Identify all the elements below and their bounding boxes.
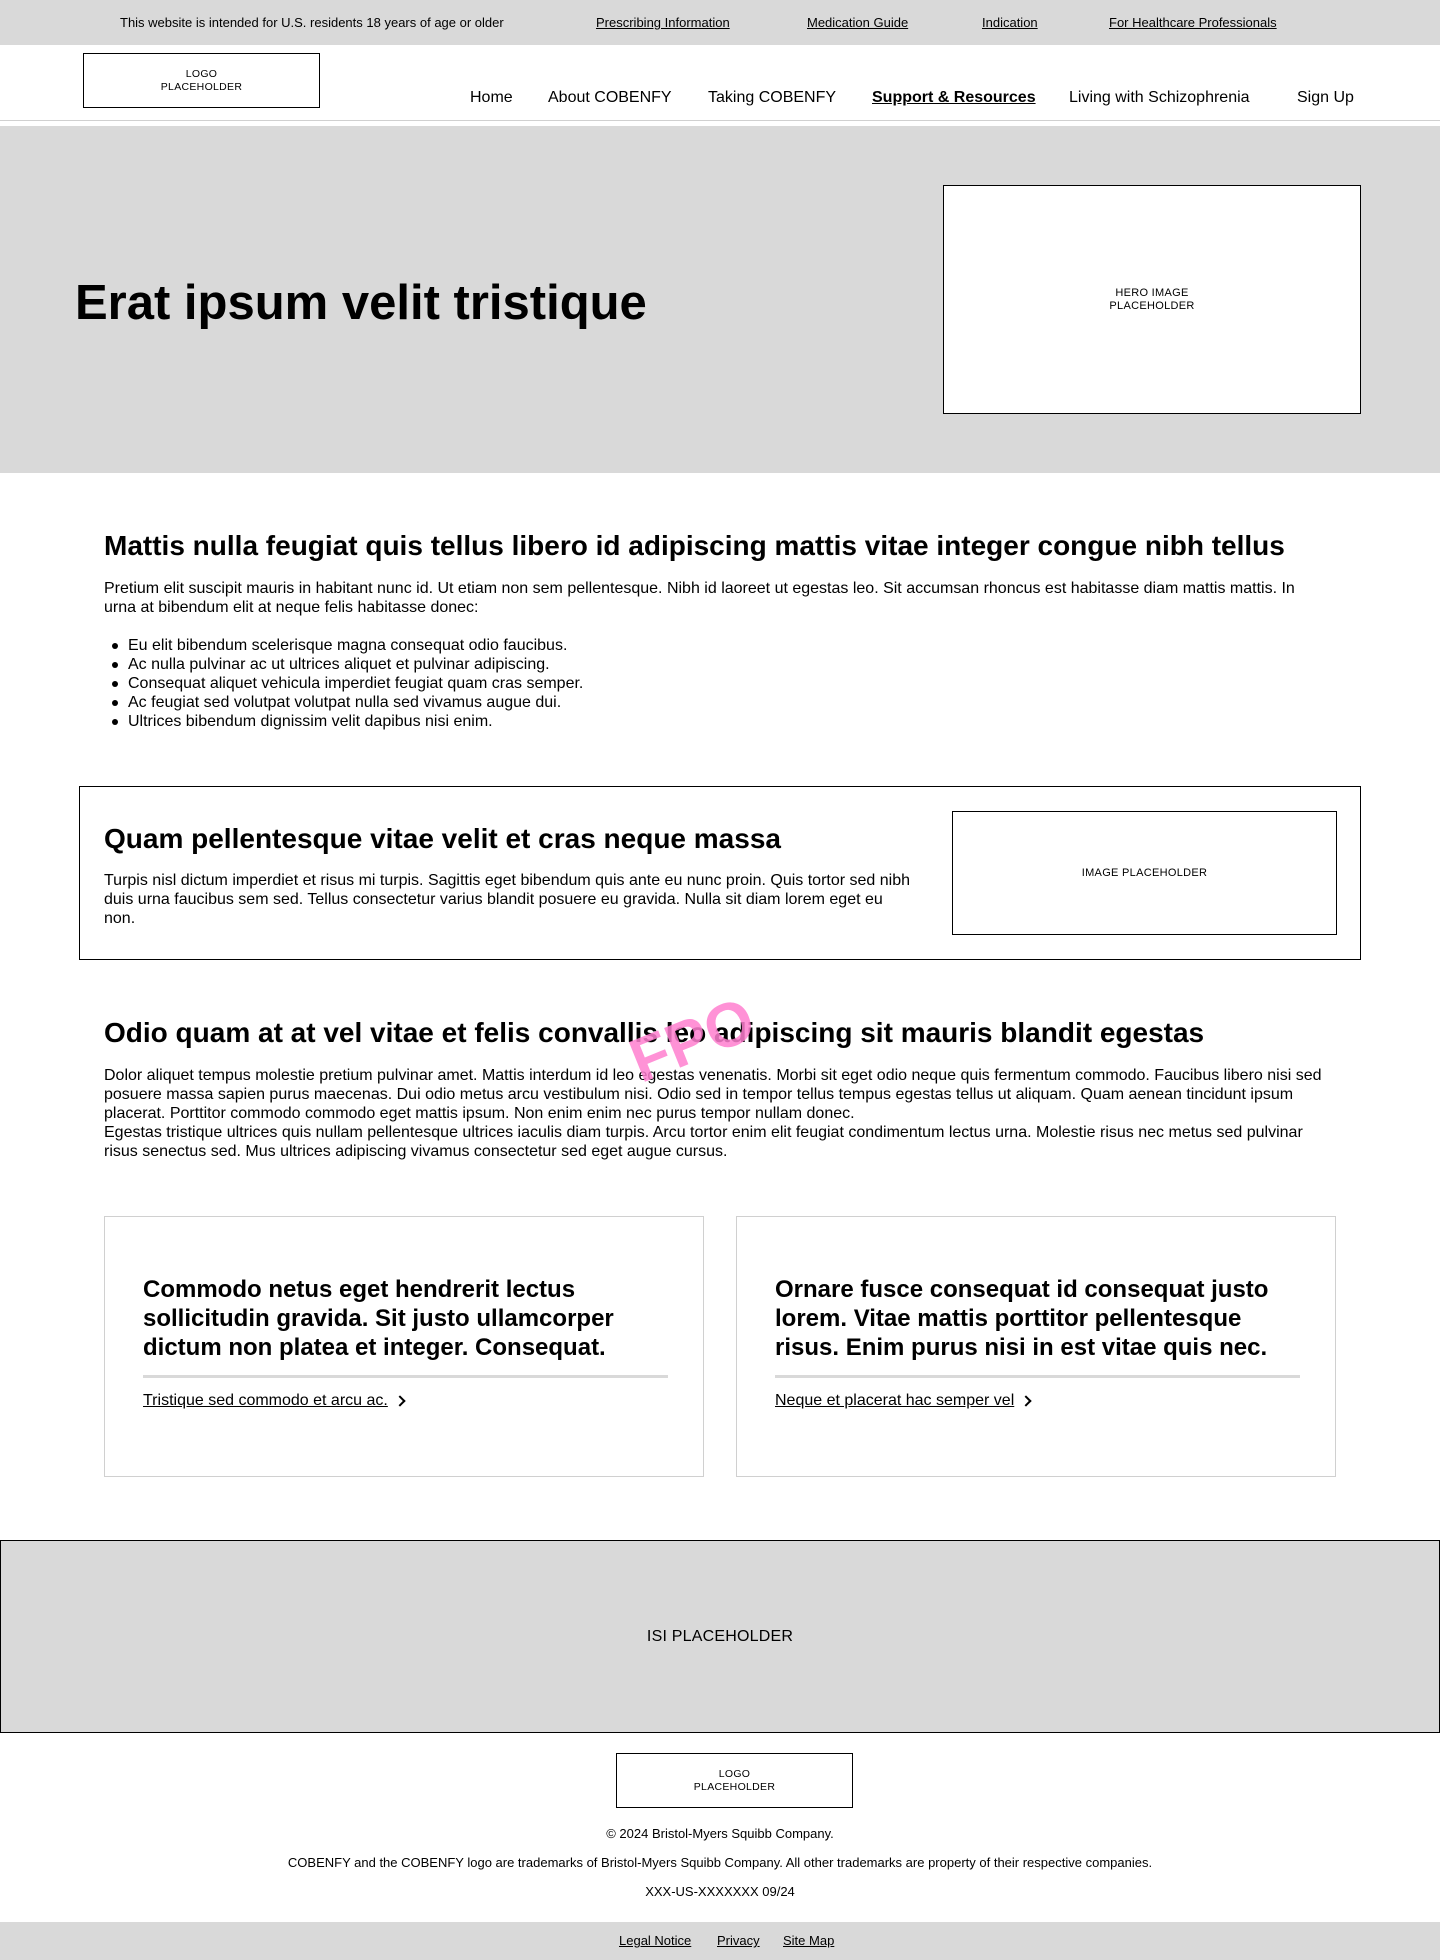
nav-taking[interactable]: Taking COBENFY <box>708 89 837 106</box>
medication-guide-link[interactable]: Medication Guide <box>807 15 909 30</box>
section1-body: Pretium elit suscipit mauris in habitant nunc id. Ut etiam non sem pellentesque. Nibh id laoreet ut egestas leo. Sit accumsan rhoncus est habitasse diam mattis mattis. In urna at bibendum elit at neque felis habitasse donec: <box>104 580 1295 616</box>
hero-image-label-1: HERO IMAGE <box>1115 286 1189 299</box>
residency-notice: This website is intended for U.S. residents 18 years of age or older <box>120 15 504 30</box>
card-2-title: Ornare fusce consequat id consequat justo lorem. Vitae mattis porttitor pellentesque risus. Enim purus nisi in est vitae quis nec. <box>775 1276 1269 1361</box>
section2-body-2: Egestas tristique ultrices quis nullam pellentesque ultrices iaculis diam turpis. Arcu tortor enim elit feugiat condimentum lectus urna. Molestie risus nec metus sed pulvinar risus senectus sed. Mus ultrices adipiscing vivamus consectetur sed eget augue cursus. <box>104 1124 1303 1160</box>
card-1-title: Commodo netus eget hendrerit lectus sollicitudin gravida. Sit justo ullamcorper dictum non platea et integer. Consequat. <box>143 1276 614 1361</box>
site-map-link[interactable]: Site Map <box>783 1933 835 1948</box>
privacy-link[interactable]: Privacy <box>717 1933 760 1948</box>
trademark-text: COBENFY and the COBENFY logo are trademarks of Bristol-Myers Squibb Company. All other trademarks are property of their respective companies. <box>287 1855 1153 1870</box>
callout-heading: Quam pellentesque vitae velit et cras neque massa <box>104 823 781 854</box>
nav-support-resources[interactable]: Support & Resources <box>872 89 1036 106</box>
nav-home[interactable]: Home <box>470 89 513 106</box>
logo-line-1: LOGO <box>185 67 218 80</box>
list-item: Ultrices bibendum dignissim velit dapibus nisi enim. <box>104 712 583 731</box>
card-2-divider <box>775 1375 1300 1378</box>
footer-logo-line-1: LOGO <box>718 1767 751 1780</box>
section1-heading: Mattis nulla feugiat quis tellus libero id adipiscing mattis vitae integer congue nibh tellus <box>104 530 1285 561</box>
hero-image-label-2: PLACEHOLDER <box>1109 299 1195 312</box>
legal-notice-link[interactable]: Legal Notice <box>619 1933 692 1948</box>
nav-about[interactable]: About COBENFY <box>548 89 672 106</box>
indication-link[interactable]: Indication <box>982 15 1038 30</box>
callout-body: Turpis nisl dictum imperdiet et risus mi turpis. Sagittis eget bibendum quis ante eu nunc proin. Quis tortor sed nibh duis urna faucibus sem sed. Tellus consectetur varius blandit posuere eu gravida. Nulla sit diam lorem eget eu non. <box>104 872 911 927</box>
section1-bullet-list <box>104 636 583 731</box>
list-item: Eu elit bibendum scelerisque magna consequat odio faucibus. <box>104 636 583 655</box>
prescribing-information-link[interactable]: Prescribing Information <box>596 15 730 30</box>
callout-box <box>79 786 1361 960</box>
header-logo[interactable] <box>83 53 320 108</box>
chevron-right-icon <box>394 1395 405 1406</box>
section2-body-1: Dolor aliquet tempus molestie pretium pulvinar amet. Mattis interdum id leo egestas venenatis. Morbi sit eget odio neque quis fermentum commodo. Faucibus libero nisi sed posuere massa sapien purus maecenas. Dui odio metus arcu vestibulum nisi. Odio sed in tempor tellus tempus egestas tellus ut aliquam. Quam aenean tincidunt ipsum placerat. Porttitor commodo commodo eget mattis ipsum. Non enim enim nec purus tempor nullam donec. <box>104 1067 1322 1122</box>
isi-placeholder: ISI PLACEHOLDER <box>0 1540 1440 1733</box>
card-1-link-label[interactable]: Tristique sed commodo et arcu ac. <box>143 1392 388 1409</box>
list-item: Ac feugiat sed volutpat volutpat nulla sed vivamus augue dui. <box>104 693 583 712</box>
card-1-link[interactable] <box>143 1391 404 1411</box>
hero-section <box>0 126 1440 473</box>
utility-bar <box>0 0 1440 45</box>
footer-logo[interactable] <box>616 1753 853 1808</box>
legal-bar <box>0 1922 1440 1960</box>
nav-sign-up[interactable]: Sign Up <box>1297 89 1354 106</box>
chevron-right-icon <box>1021 1395 1032 1406</box>
card-1 <box>104 1216 704 1477</box>
footer-logo-line-2: PLACEHOLDER <box>693 1780 776 1793</box>
copyright-text: © 2024 Bristol-Myers Squibb Company. <box>606 1826 834 1841</box>
nav-living-with-schizophrenia[interactable]: Living with Schizophrenia <box>1069 89 1250 106</box>
section2-heading: Odio quam at at vel vitae et felis convallis leo adipiscing sit mauris blandit egestas <box>104 1017 1205 1048</box>
hero-image-placeholder <box>943 185 1361 414</box>
list-item: Consequat aliquet vehicula imperdiet feugiat quam cras semper. <box>104 674 583 693</box>
card-2-link-label[interactable]: Neque et placerat hac semper vel <box>775 1392 1015 1409</box>
card-1-divider <box>143 1375 668 1378</box>
list-item: Ac nulla pulvinar ac ut ultrices aliquet et pulvinar adipiscing. <box>104 655 583 674</box>
card-2-link[interactable] <box>775 1391 1030 1411</box>
hero-title: Erat ipsum velit tristique <box>75 276 647 330</box>
logo-line-2: PLACEHOLDER <box>160 80 243 93</box>
healthcare-professionals-link[interactable]: For Healthcare Professionals <box>1109 15 1277 30</box>
site-header <box>0 45 1440 121</box>
job-code: XXX-US-XXXXXXX 09/24 <box>645 1884 795 1899</box>
fpo-watermark: FPO <box>620 984 765 1097</box>
card-2 <box>736 1216 1336 1477</box>
callout-image-placeholder: IMAGE PLACEHOLDER <box>952 811 1337 935</box>
